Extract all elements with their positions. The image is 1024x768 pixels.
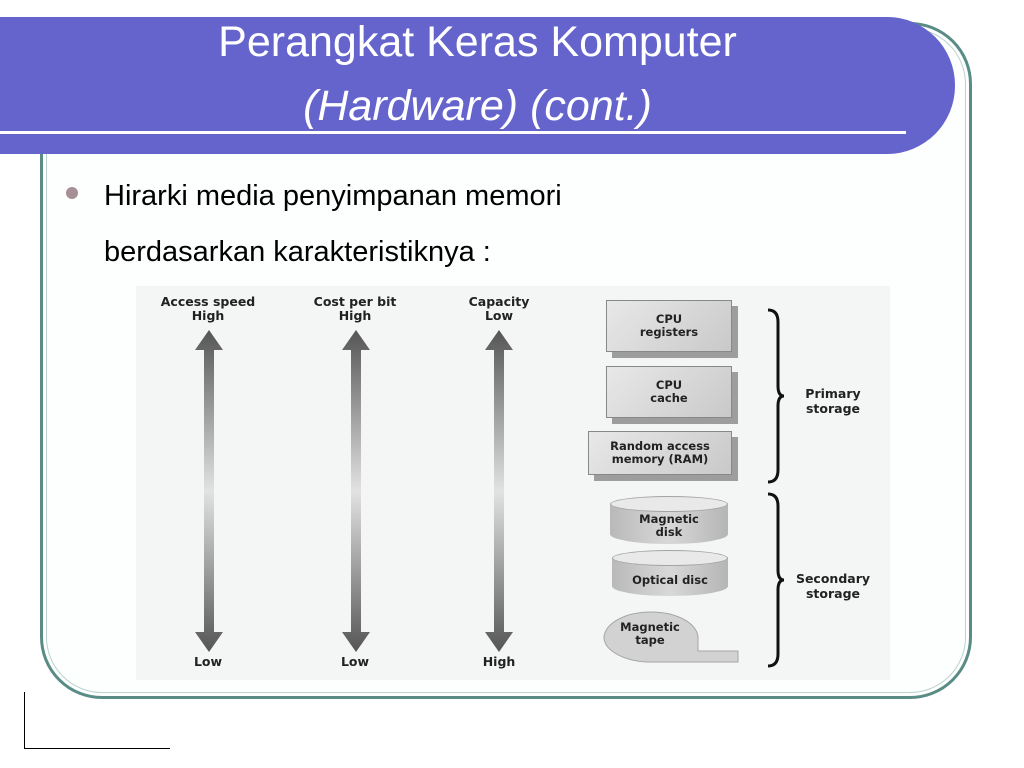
slide-title-line1: Perangkat Keras Komputer [218,18,737,66]
bullet-text [104,168,744,280]
bullet-line1: Hirarki media penyimpanan memori [104,180,562,212]
bullet-icon [66,187,78,199]
secondary-storage-label2: storage [805,586,861,601]
magnetic-tape-label1: Magnetic [620,620,680,634]
column-header-capacity [429,295,569,323]
title-cont: (cont.) [530,82,652,130]
column-footer-cost-per-bit: Low [340,654,370,669]
magnetic-tape-shape [602,608,742,664]
primary-storage-label1: Primary [805,386,861,401]
ram-box [588,431,732,475]
cpu-registers-box [606,300,732,352]
bullet-line2: berdasarkan karakteristiknya : [104,236,491,268]
cpu-cache-label2: cache [650,391,688,405]
column-header-capacity-title: Capacity [468,294,530,309]
title-hardware: (Hardware) [303,82,519,130]
ram-label1: Random access [610,439,710,453]
column-header-capacity-level: Low [484,308,514,323]
footer-rule-vertical [24,692,25,748]
column-header-cost-per-bit [285,295,425,323]
cpu-cache-box [606,366,732,418]
primary-storage-label2: storage [805,401,861,416]
title-underline [0,131,906,134]
magnetic-disk-label1: Magnetic [639,512,699,526]
magnetic-disk-label [610,513,728,539]
magnetic-tape-label2: tape [635,633,665,647]
cpu-cache-label1: CPU [655,378,683,392]
optical-disc-cylinder [612,550,728,596]
ram-label2: memory (RAM) [611,452,709,466]
column-header-access-speed [138,295,278,323]
secondary-storage-label1: Secondary [795,571,871,586]
primary-storage-label [778,386,888,416]
cpu-registers-label2: registers [639,325,699,339]
cost-per-bit-arrow-icon [341,330,371,652]
magnetic-disk-label2: disk [655,525,683,539]
secondary-storage-label [778,571,888,601]
column-header-access-speed-title: Access speed [160,294,256,309]
column-header-cost-per-bit-title: Cost per bit [313,294,397,309]
magnetic-disk-cylinder [610,496,728,544]
column-header-access-speed-level: High [191,308,225,323]
access-speed-arrow-icon [194,330,224,652]
capacity-arrow-icon [484,330,514,652]
cpu-registers-label1: CPU [655,312,683,326]
slide-title-line2 [0,81,955,131]
magnetic-tape-label [602,621,698,647]
optical-disc-label: Optical disc [632,573,708,587]
footer-rule-horizontal [24,748,170,749]
column-footer-access-speed: Low [193,654,223,669]
column-header-cost-per-bit-level: High [338,308,372,323]
column-footer-capacity: High [482,654,516,669]
memory-hierarchy-figure [136,286,890,680]
